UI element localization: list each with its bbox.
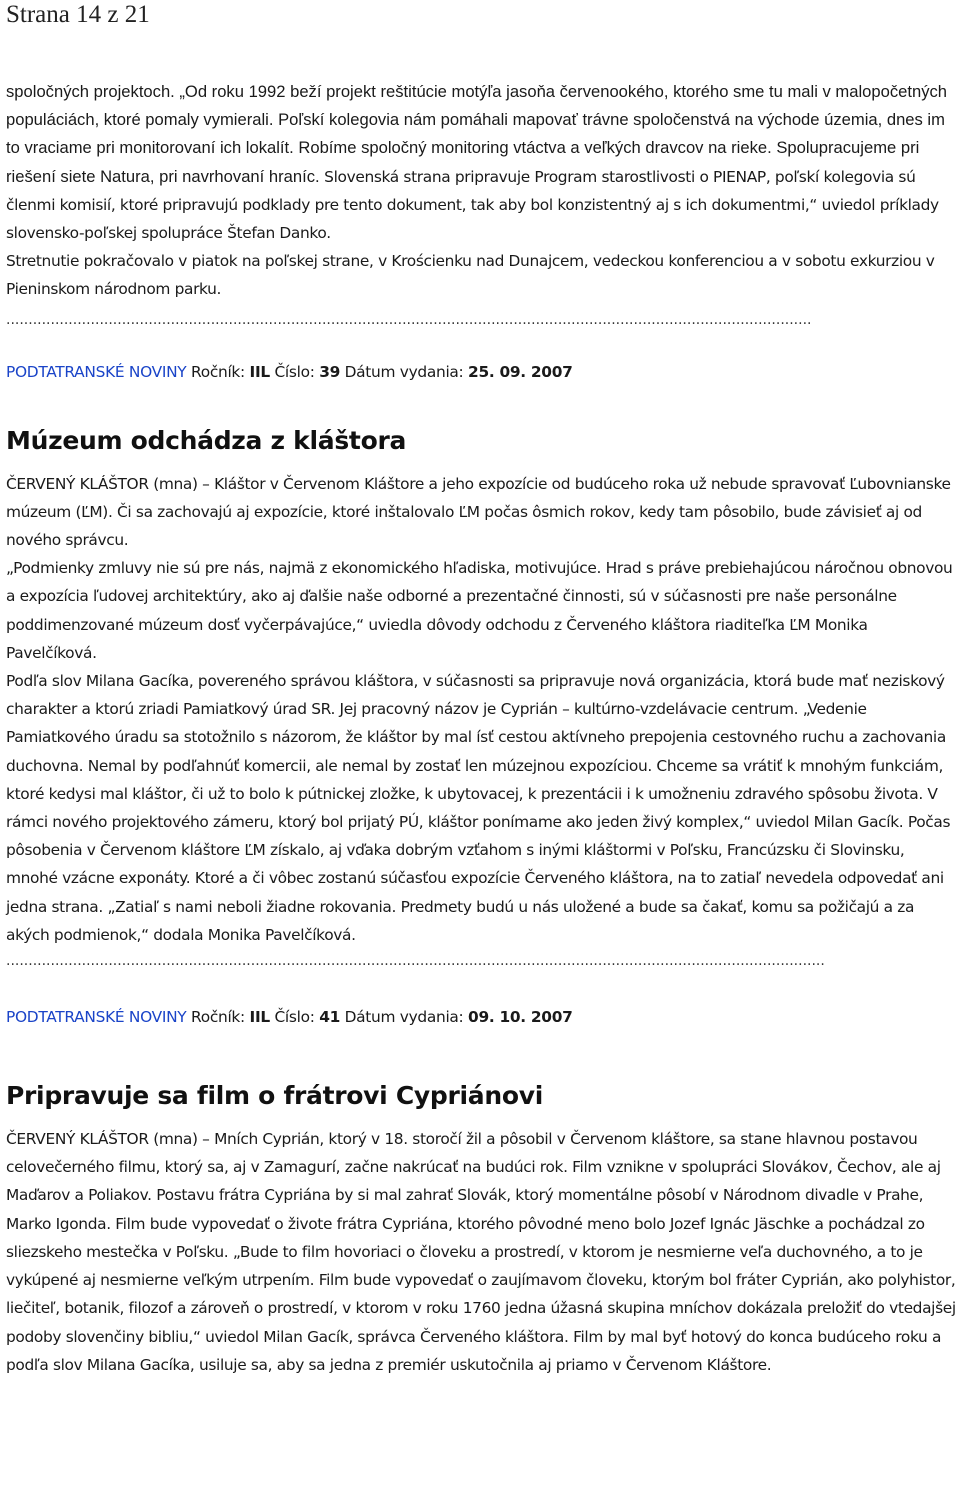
page-number-header: Strana 14 z 21 [6,1,150,28]
cislo-label: Číslo: [269,362,320,381]
rocnik-label: Ročník: [186,1008,250,1027]
cislo-label: Číslo: [269,1008,320,1027]
rocnik-value: IIL [249,362,270,381]
datum-value: 25. 09. 2007 [468,362,573,381]
intro-text-arial: spoločných projektoch. „Od roku 1992 beží projekt reštitúcie motýľa jasoňa červenookého, ktorého sme tu mali v malopočetných populáciách, ktoré pomaly vymierali. Poľskí kolegovia nám pomáhali mapovať trávne spoločenstvá na východe územia, dnes im to vraciame pri monitorovaní ich lokalít. Robíme spoločný monitoring vtáctva a veľkých dravcov na rieke. Spolupracujeme pri riešení siete Natura, pri navrhovaní hraníc. [6,82,948,186]
datum-value: 09. 10. 2007 [468,1008,573,1027]
article-paragraph: ČERVENÝ KLÁŠTOR (mna) – Kláštor v Červenom Kláštore a jeho expozície od budúceho roka už nebude spravovať Ľubovnianske múzeum (ĽM). Či sa zachovajú aj expozície, ktoré inštalovalo ĽM počas ôsmich rokov, kedy tam pôsobilo, bude závisieť aj od nového správcu. [6,474,951,550]
intro-paragraph [6,78,956,247]
article-meta [6,362,956,382]
article-paragraph: Podľa slov Milana Gacíka, povereného správou kláštora, v súčasnosti sa pripravuje nová organizácia, ktorá bude mať neziskový charakter a ktorú zriadi Pamiatkový úrad SR. Jej pracovný názov je Cyprián – kultúrno-vzdelávacie centrum. „Vedenie Pamiatkového úradu sa stotožnilo s názorom, že kláštor by mal ísť cestou aktívneho prepojenia cestovného ruchu a zachovania duchovna. Nemal by podľahnúť komercii, ale nemal by zostať len múzejnou expozíciou. Chceme sa vrátiť k mnohým funkciám, ktoré kedysi mal kláštor, či už to bolo k pútnickej zložke, k ubytovacej, k prezentácii i k umožneniu zdravého spôsobu života. V rámci nového projektového zámeru, ktorý bol prijatý PÚ, kláštor ponímame ako jeden živý komplex,“ uviedol Milan Gacík. Počas pôsobenia v Červenom kláštore ĽM získalo, aj vďaka dobrým vzťahom s inými kláštormi v Poľsku, Francúzsku či Slovinsku, mnohé vzácne exponáty. Ktoré a či vôbec zostanú súčasťou expozície Červeného kláštora, na to zatiaľ nevedela odpovedať ani jedna strana. „Zatiaľ s nami neboli žiadne rokovania. Predmety budú u nás uložené a bude sa čakať, komu sa požičajú a za akých podmienok,“ dodala Monika Pavelčíková. [6,672,951,944]
intro-text-verdana: Slovenská strana pripravuje Program starostlivosti o PIENAP, poľskí kolegovia sú členmi komisií, ktoré pripravujú podklady pre tento dokument, tak aby bol konzistentný aj s ich dokumentmi,“ uviedol príklady slovensko-poľskej spolupráce Štefan Danko. [6,167,939,243]
article-body [6,470,956,949]
article-meta [6,1007,956,1027]
article-title: Múzeum odchádza z kláštora [6,425,407,455]
article-title: Pripravuje sa film o frátrovi Cypriánovi [6,1081,543,1111]
intro-paragraph-2: Stretnutie pokračovalo v piatok na poľskej strane, v Krościenku nad Dunajcem, vedeckou konferenciou a v sobotu exkurziou v Pieninskom národnom parku. [6,252,935,299]
separator-line: ..................................................................................................................................................................................... [6,311,812,328]
publication-name: PODTATRANSKÉ NOVINY [6,362,187,381]
cislo-value: 41 [319,1008,341,1027]
separator-line: ........................................................................................................................................................................................ [6,953,825,970]
article-paragraph: ČERVENÝ KLÁŠTOR (mna) – Mních Cyprián, ktorý v 18. storočí žil a pôsobil v Červenom kláštore, sa stane hlavnou postavou celovečerného filmu, ktorý sa, aj v Zamagurí, začne nakrúcať na budúci rok. Film vznikne v spolupráci Slovákov, Čechov, ale aj Maďarov a Poliakov. Postavu frátra Cypriána by si mal zahrať Slovák, ktorý momentálne pôsobí v Národnom divadle v Prahe, Marko Igonda. Film bude vypovedať o živote frátra Cypriána, ktorého pôvodné meno bolo Jozef Ignác Jäschke a pochádzal zo sliezskeho mestečka v Poľsku. „Bude to film hovoriaci o človeku a prostredí, v ktorom je nesmierne veľa duchovného, a to je vykúpené aj nesmierne veľkým utrpením. Film bude vypovedať o zaujímavom človeku, ktorým bol fráter Cyprián, ako polyhistor, liečiteľ, botanik, filozof a zároveň o prostredí, v ktorom v roku 1760 jedna úžasná skupina mníchov dokázala preložiť do vtedajšej podoby slovenčiny bibliu,“ uviedol Milan Gacík, správca Červeného kláštora. Film by mal byť hotový do konca budúceho roku a podľa slov Milana Gacíka, usiluje sa, aby sa jedna z premiér uskutočnila aj priamo v Červenom Kláštore. [6,1130,956,1374]
cislo-value: 39 [319,362,341,381]
document-body [6,76,956,1379]
publication-name: PODTATRANSKÉ NOVINY [6,1008,187,1027]
datum-label: Dátum vydania: [340,1008,469,1027]
article-paragraph: „Podmienky zmluvy nie sú pre nás, najmä z ekonomického hľadiska, motivujúce. Hrad s práve prebiehajúcou náročnou obnovou a expozícia ľudovej architektúry, ako aj ďalšie naše odborné a prezentačné činnosti, sú v súčasnosti pre naše personálne poddimenzované múzeum dosť vyčerpávajúce,“ uviedla dôvody odchodu z Červeného kláštora riaditeľka ĽM Monika Pavelčíková. [6,559,953,662]
datum-label: Dátum vydania: [340,362,469,381]
article-body [6,1125,956,1379]
rocnik-label: Ročník: [186,362,250,381]
rocnik-value: IIL [249,1008,270,1027]
